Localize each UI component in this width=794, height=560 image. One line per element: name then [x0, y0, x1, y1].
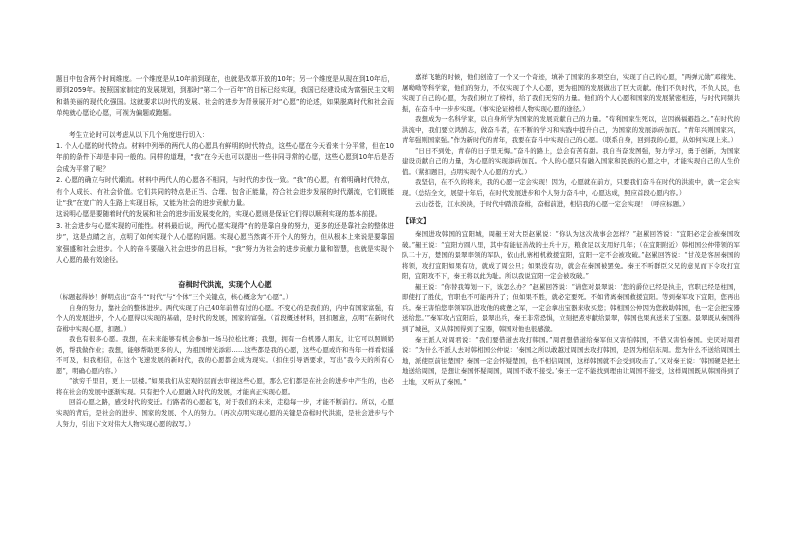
point-2: 2. 心愿的确立与时代潮流。材料中两代人的心愿各不相同，与时代的步伐一致。“我”的心愿，有着明确时代特点，有个人成长、有社会价值。它们共同的特点是正当、合理、包含正能量，符合社会进步发展的时代潮流，它们既能让“我”在宽广的人生路上实现目标，又能为社会的进步贡献力量。	[56, 176, 394, 208]
point-1: 1. 个人心愿的时代特点。材料中列举的两代人的心愿具有鲜明的时代特点，这些心愿在今天看来十分平常，但在10年前的条件下却是非同一般的。同样的道理，“我”在今天也可以提出一些非同寻常的心愿，这些心愿到10年后是否会成为平常了呢？	[56, 142, 394, 173]
essay-paragraph-1: 自身的努力，靠社会的整体进步。两代实现了自己40年前曾有过的心愿。不变心的是我们的，内中有国家富强，有个人的发展进步，个人心愿得以实现的基础，是时代的发展，国家的富强。（首段概述材料，回扣题意，点明“在新时代奋楫中实现心愿，扣题。）	[56, 303, 394, 333]
point-3: 3. 社会进步与心愿实现的可能性。材料最后说，两代心愿实现得“有的是靠自身的努力，更多的还是靠社会的整体进步”，这是点睛之言，点明了如何实现个人心愿的问题。实现心愿当然离不开个人的努力，但从根本上来说是要靠国家强盛和社会进步。个人的奋斗要融入社会进步的总目标，“我”努力为社会的进步贡献力量和智慧，也就是实现个人心愿的最有效途径。	[56, 221, 394, 265]
spacer	[56, 267, 394, 277]
translation-heading: 【译文】	[402, 216, 430, 226]
essay-paragraph-2: 我也有很多心愿。我想，在未来能够有机会参加一场马拉松比赛；我想，拥有一台机器人朋友，让它可以照顾奶奶，帮我做作业；我想，能够帮助更多的人，为祖国增光添彩……这些都是我的心愿，这些心愿或许和当年一样看似遥不可及，但我相信，在这个飞速发展的新时代，我的心愿都会成为现实。（扣住引导语要求，写出“我今天的所有心愿”，明确心愿内容。）	[56, 335, 394, 375]
point-2-tail: 这说明心愿是要随着时代的发展和社会的进步而发展变化的，实现心愿则是保证它们得以顺利实现的基本前提。	[56, 210, 382, 219]
translation-paragraph-3: 秦王派人对周君说：“我们要借道去攻打韩国。”周君想借道给秦军但又害怕韩国，不借又害怕秦国。史厌对周君说：“为什么不派人去对韩相国公仲说：‘秦国之所以敢越过周国去攻打韩国，是因为相信东周。您为什么不送给周国土地，派使臣前往楚国？秦国一定会怀疑楚国，也不相信周国，这样韩国就不会受到攻击了。’又对秦王说：‘韩国硬是把土地送给周国，是想让秦国怀疑周国，周国不敢不接受。’秦王一定不能找到理由让周国不接受，这样周国既从韩国得到了土地，又听从了秦国。”	[402, 335, 740, 386]
translation-paragraph-1: 秦国进攻韩国的宜阳城，周赧王对大臣赵累说：“你认为这次战事会怎样？”赵累回答说：“宜阳必定会被秦国攻破。”赧王说：“宜阳方圆八里，其中有能征善战的士兵十万，粮食足以支用好几年；（在宜阳附近）韩相国公仲带领的军队二十万，楚国的景翠率领的军队，依山扎寨相机救援宜阳，宜阳一定不会被攻破。”赵累回答说：“甘茂是客居秦国的将领，攻打宜阳如果有功，就成了周公旦；如果没有功，就会在秦国被罢免。秦王不听群臣父兄的意见而下令攻打宜阳，宜阳攻不下，秦王将以此为耻。所以我说宜阳一定会被攻破。”	[402, 230, 740, 281]
right-column	[402, 72, 740, 387]
essay-paragraph-8: 我坚信，在不久的将来，我的心愿一定会实现！因为，心愿就在前方，只要我们奋斗在时代的洪流中，就一定会实现。（总结全文，展望十年后，在时代发展进步和个人努力奋斗中，心愿达成，照应首段心愿内容。）	[402, 178, 740, 198]
spacer	[56, 120, 394, 130]
intro-paragraph: 题目中包含两个时间维度。一个维度是从10年前到现在，也就是改革开放的10年；另一个维度是从现在到10年后，即到2059年。按照国家制定的发展规划，到那时“第二个一百年”的目标已经实现，我国已经建设成为富强民主文明和谐美丽的现代化强国。这就要求以时代的发展、社会的进步为背景展开对“心愿”的论述，如果脱离时代和社会而单纯就心愿论心愿，可视为偏题或跑题。	[56, 75, 394, 118]
translation-paragraph-2: 赧王说：“你替我筹划一下，该怎么办？”赵累回答说：“请您对景翠说：‘您的爵位已经是执圭，官职已经是柱国，即使打了胜仗，官职也不可能再升了；但如果不胜，就必定要死。不如背离秦国救援宜阳。等到秦军攻下宜阳，您再出兵。秦王害怕您率领军队进攻他的疲惫之军，一定会拿出宝器来收买您；韩相国公仲因为您救助韩国，也一定会把宝器送给您。’”秦军攻占宜阳后，景翠出兵，秦王非常恐惧，立刻把煮枣献给景翠，韩国也果真送来了宝器。景翠既从秦国得到了城邑，又从韩国得到了宝器，韩国对他也很感激。	[402, 282, 740, 334]
left-column	[56, 74, 394, 429]
essay-paragraph-7: “日日不到处，青春的日子里无悔。”奋斗的路上，总会有苦有甜。我自当奋发图强，努力学习，勇于创新，为国家建设贡献自己的力量，为心愿的实现添砖加瓦。个人的心愿只有融入国家和民族的心愿之中，才能实现自己的人生价值。（紧扣题目，点明实现个人心愿的方式。）	[402, 146, 740, 176]
essay-paragraph-6: 我想成为一名科学家，以自身所学为国家的发展贡献自己的力量。“苟利国家生死以，岂因祸福避趋之。”在时代的洪流中，我们要立鸿鹄志，做奋斗者，在不断的学习和实践中提升自己，为国家的发展添砖加瓦。“青年兴则国家兴，青年强则国家强。”作为新时代的青年，我要在奋斗中实现自己的心愿。（联系自身，回到我的心愿，从如何实现上来。）	[402, 115, 740, 145]
essay-paragraph-9: 云山苍苍，江水泱泱，于时代中踏浪奋楫，奋楫前进，相信我的心愿一定会实现！（呼应标题。）	[415, 199, 689, 208]
essay-title-note: （标题起得妙！鲜明点出“奋斗”“时代”与“个体”三个关键点，核心概念为“心愿”。）	[56, 292, 293, 301]
essay-paragraph-4: 回首心愿之路，感受时代的变迁。行路者的心愿起飞，对于我们的未来，走稳每一步，才能不断前行。所以，心愿实现的背后，是社会的进步、国家的发展、个人的努力。（再次点明实现心愿的关键是奋楫时代洪流，是社会进步与个人努力，引出下文对伟大人物实现心愿的叙写。）	[56, 398, 394, 428]
essay-paragraph-3: “欲穷千里目，更上一层楼。”如果我们从宏观的层面去审视这些心愿，那么它们都是在社会的进步中产生的，也必将在社会的发展中逐渐实现。只有把个人心愿融入时代的发展，才能真正实现心愿。	[56, 377, 394, 396]
angles-intro: 考生立论时可以考虑从以下几个角度进行切入：	[69, 130, 209, 139]
essay-paragraph-5: 嘉祥飞驰的时候，他们创造了一个又一个奇迹，填补了国家的多项空白，实现了自己的心愿，“两弹元勋”邓稼先、屠呦呦等科学家，他们的努力，不仅实现了个人心愿，更为祖国的发展做出了巨大贡献。他们不负时代，不负人民，也实现了自己的心愿，为我们树立了榜样，给了我们无穷的力量。他们的个人心愿和国家的发展紧密相连，与时代同频共振，在奋斗中一步步实现。（事实论证榜样人物实现心愿的途径。）	[402, 73, 740, 113]
essay-title: 奋楫时代洪流，实现个人心愿	[178, 279, 272, 289]
